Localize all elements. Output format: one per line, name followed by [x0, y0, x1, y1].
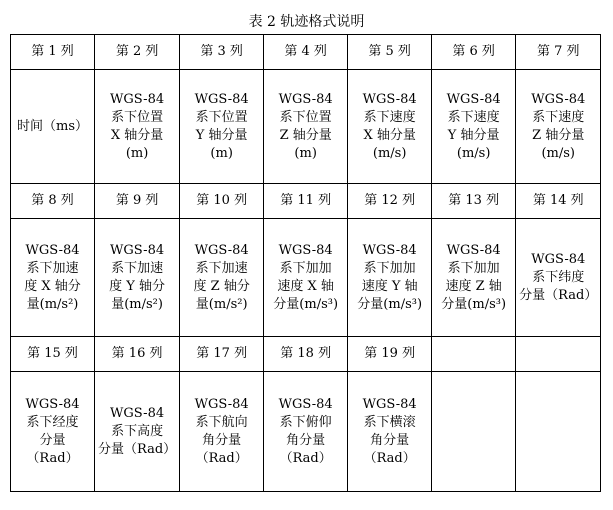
- column-description-cell: [264, 70, 348, 184]
- column-description-cell: [180, 219, 264, 337]
- column-number-cell: 第 7 列: [516, 35, 601, 70]
- description-line: WGS-84: [531, 91, 586, 107]
- description-line: WGS-84: [194, 91, 249, 107]
- column-header-row: [11, 184, 601, 219]
- description-line: Y 轴分量: [447, 127, 500, 143]
- column-number-cell: 第 6 列: [432, 35, 516, 70]
- description-line: 系下加加: [447, 260, 500, 276]
- description-line: 分量（Rad）: [98, 441, 177, 457]
- column-number-cell: 第 11 列: [264, 184, 348, 219]
- description-line: 系下位置: [111, 109, 164, 125]
- description-line: 系下加速: [26, 260, 79, 276]
- description-text: [363, 91, 417, 163]
- column-number-cell: 第 8 列: [11, 184, 95, 219]
- column-description-cell: [432, 70, 516, 184]
- column-number-cell: 第 19 列: [348, 337, 432, 372]
- column-description-cell: [264, 219, 348, 337]
- column-number-cell: 第 4 列: [264, 35, 348, 70]
- description-line: 系下经度: [26, 414, 79, 430]
- column-number-cell: 第 14 列: [516, 184, 601, 219]
- column-header-row: [11, 337, 601, 372]
- description-line: 系下高度: [111, 423, 164, 439]
- description-line: 速度 Z 轴: [445, 278, 502, 294]
- description-line: 系下加加: [279, 260, 332, 276]
- description-text: [109, 242, 165, 314]
- description-line: 分量(m/s³): [441, 296, 507, 312]
- column-number-cell: 第 13 列: [432, 184, 516, 219]
- column-description-cell: [516, 372, 601, 492]
- description-line: （Rad）: [195, 450, 248, 466]
- description-line: 量(m/s²): [111, 296, 163, 312]
- column-number-cell: 第 12 列: [348, 184, 432, 219]
- description-line: WGS-84: [362, 91, 417, 107]
- description-line: WGS-84: [278, 91, 333, 107]
- description-line: WGS-84: [110, 242, 165, 258]
- column-description-row: [11, 372, 601, 492]
- description-line: 系下加速: [111, 260, 164, 276]
- description-line: X 轴分量: [363, 127, 416, 143]
- description-line: (m/s): [372, 145, 407, 161]
- description-text: [363, 396, 417, 468]
- column-description-cell: [180, 70, 264, 184]
- description-line: 系下加速: [195, 260, 248, 276]
- description-line: WGS-84: [531, 251, 586, 267]
- description-text: [110, 91, 164, 163]
- description-line: 速度 Y 轴: [361, 278, 418, 294]
- description-line: （Rad）: [279, 450, 332, 466]
- table-caption: 表 2 轨迹格式说明: [248, 14, 365, 30]
- description-line: (m): [294, 145, 317, 161]
- column-number-cell: [432, 337, 516, 372]
- column-description-cell: [11, 372, 95, 492]
- column-number-cell: 第 15 列: [11, 337, 95, 372]
- description-line: 速度 X 轴: [277, 278, 334, 294]
- description-line: WGS-84: [25, 242, 80, 258]
- column-description-cell: [348, 70, 432, 184]
- column-description-cell: [432, 219, 516, 337]
- column-number-cell: 第 2 列: [95, 35, 180, 70]
- column-header-row: [11, 35, 601, 70]
- description-line: （Rad）: [363, 450, 416, 466]
- description-line: 系下速度: [532, 109, 585, 125]
- description-line: 系下速度: [447, 109, 500, 125]
- description-text: [441, 242, 506, 314]
- description-line: WGS-84: [110, 405, 165, 421]
- description-line: WGS-84: [278, 396, 333, 412]
- description-line: WGS-84: [446, 91, 501, 107]
- description-text: [279, 396, 333, 468]
- description-line: WGS-84: [25, 396, 80, 412]
- column-description-cell: [432, 372, 516, 492]
- column-description-row: [11, 70, 601, 184]
- description-text: [279, 91, 333, 163]
- description-line: WGS-84: [194, 396, 249, 412]
- description-line: WGS-84: [446, 242, 501, 258]
- description-line: （Rad）: [26, 450, 79, 466]
- column-number-cell: 第 17 列: [180, 337, 264, 372]
- description-line: 量(m/s²): [26, 296, 79, 312]
- description-line: 系下俯仰: [279, 414, 332, 430]
- description-text: [519, 251, 597, 305]
- column-description-cell: [516, 70, 601, 184]
- column-number-cell: 第 18 列: [264, 337, 348, 372]
- description-line: 分量(m/s³): [273, 296, 339, 312]
- description-line: Z 轴分量: [279, 127, 332, 143]
- description-line: 系下位置: [279, 109, 332, 125]
- description-line: 系下加加: [363, 260, 416, 276]
- description-line: 分量: [39, 432, 66, 448]
- description-line: WGS-84: [194, 242, 249, 258]
- description-line: Y 轴分量: [195, 127, 248, 143]
- description-line: 时间（ms）: [17, 118, 88, 134]
- column-description-cell: [95, 219, 180, 337]
- description-text: [24, 242, 81, 314]
- description-text: [195, 91, 249, 163]
- description-line: 角分量: [286, 432, 326, 448]
- description-line: 系下位置: [195, 109, 248, 125]
- description-line: 量(m/s²): [195, 296, 248, 312]
- description-text: [17, 118, 88, 136]
- description-line: 度 X 轴分: [24, 278, 81, 294]
- description-line: 角分量: [370, 432, 410, 448]
- column-description-cell: [11, 70, 95, 184]
- description-text: [98, 405, 176, 459]
- column-description-cell: [348, 372, 432, 492]
- description-line: WGS-84: [362, 396, 417, 412]
- description-line: WGS-84: [362, 242, 417, 258]
- description-line: 度 Z 轴分: [193, 278, 250, 294]
- column-description-cell: [95, 372, 180, 492]
- column-number-cell: 第 3 列: [180, 35, 264, 70]
- description-line: 系下速度: [363, 109, 416, 125]
- column-description-row: [11, 219, 601, 337]
- description-text: [25, 396, 79, 468]
- description-text: [273, 242, 338, 314]
- description-text: [357, 242, 422, 314]
- description-line: WGS-84: [110, 91, 165, 107]
- description-line: (m/s): [456, 145, 491, 161]
- column-description-cell: [264, 372, 348, 492]
- column-number-cell: 第 10 列: [180, 184, 264, 219]
- description-text: [195, 396, 249, 468]
- description-line: (m): [125, 145, 149, 161]
- column-number-cell: 第 16 列: [95, 337, 180, 372]
- description-text: [531, 91, 585, 163]
- description-text: [447, 91, 501, 163]
- description-text: [194, 242, 250, 314]
- description-line: 角分量: [202, 432, 242, 448]
- description-line: 度 Y 轴分: [109, 278, 166, 294]
- description-line: 分量（Rad）: [519, 287, 598, 303]
- description-line: (m): [210, 145, 233, 161]
- description-line: Z 轴分量: [532, 127, 585, 143]
- column-description-cell: [348, 219, 432, 337]
- description-line: 系下横滚: [363, 414, 416, 430]
- description-line: 系下航向: [195, 414, 248, 430]
- column-number-cell: [516, 337, 601, 372]
- description-line: 分量(m/s³): [357, 296, 423, 312]
- column-number-cell: 第 1 列: [11, 35, 95, 70]
- trajectory-format-table: [10, 34, 601, 492]
- column-description-cell: [11, 219, 95, 337]
- column-number-cell: 第 9 列: [95, 184, 180, 219]
- column-number-cell: 第 5 列: [348, 35, 432, 70]
- column-description-cell: [95, 70, 180, 184]
- column-description-cell: [180, 372, 264, 492]
- description-line: (m/s): [541, 145, 576, 161]
- description-line: X 轴分量: [110, 127, 164, 143]
- column-description-cell: [516, 219, 601, 337]
- description-line: WGS-84: [278, 242, 333, 258]
- description-line: 系下纬度: [532, 269, 585, 285]
